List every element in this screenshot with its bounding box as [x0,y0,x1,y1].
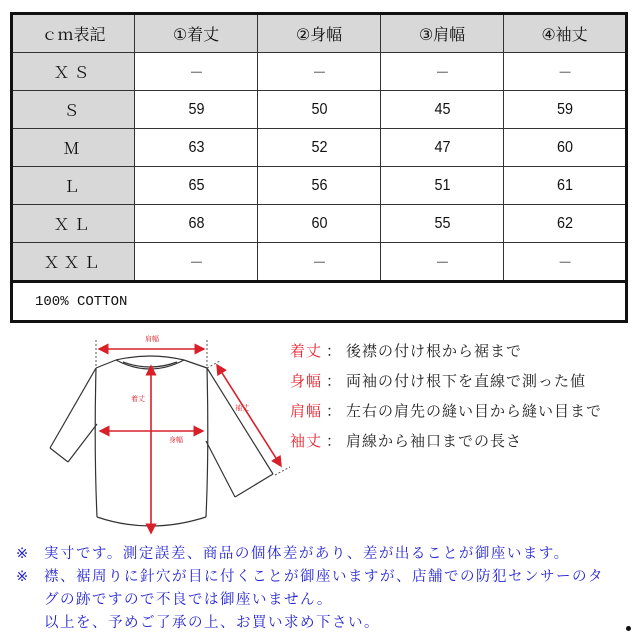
legend-term: 袖丈 [290,432,323,450]
legend-description: 左右の肩先の縫い目から縫い目まで [346,402,603,420]
diagram-label-shoulder-width: 肩幅 [145,335,159,343]
size-label: ＸＬ [12,205,135,243]
size-label: Ｍ [12,129,135,167]
note-text: 以上を、予めご了承の上、お買い求め下さい。 [44,615,380,631]
note-text: 襟、裾周りに針穴が目に付くことが御座いますが、店舗での防犯センサーのタ [44,569,604,585]
header-sleeve-length: ④袖丈 [504,14,627,53]
cell-sleeve-length: － [510,53,621,91]
cell-shoulder-width: 51 [387,167,498,205]
header-shoulder-width: ③肩幅 [381,14,504,53]
cell-sleeve-length: 59 [510,91,621,129]
legend-separator: ： [326,342,343,360]
legend-term: 肩幅 [290,402,323,420]
legend-item [290,370,602,400]
cell-length: 68 [141,205,252,243]
cell-body-width: － [264,53,375,91]
cell-shoulder-width: － [387,243,498,282]
note-line [16,611,636,634]
cell-length: 63 [141,129,252,167]
table-header-row [12,14,627,53]
material-row [12,282,627,322]
cell-body-width: － [264,243,375,282]
size-label: Ｌ [12,167,135,205]
reference-mark-icon: ※ [16,569,30,585]
shirt-outline-icon [20,330,290,540]
reference-mark-icon: ※ [16,546,30,562]
header-length: ①着丈 [135,14,258,53]
cell-sleeve-length: 61 [510,167,621,205]
cell-length: － [141,53,252,91]
cell-length: 65 [141,167,252,205]
legend-item [290,400,602,430]
legend-separator: ： [326,432,343,450]
legend-description: 両袖の付け根下を直線で測った値 [346,372,587,390]
cell-shoulder-width: 55 [387,205,498,243]
diagram-label-body-width: 身幅 [169,436,183,444]
table-row [12,243,627,282]
legend-item [290,430,602,460]
note-line [16,588,636,611]
cell-sleeve-length: 62 [510,205,621,243]
table-row [12,167,627,205]
cell-shoulder-width: － [387,53,498,91]
cell-body-width: 60 [264,205,375,243]
cell-length: － [141,243,252,282]
note-line [16,565,636,588]
table-row [12,129,627,167]
cell-length: 59 [141,91,252,129]
cell-body-width: 56 [264,167,375,205]
cell-sleeve-length: － [510,243,621,282]
table-row [12,53,627,91]
note-text: グの跡ですので不良では御座いません。 [44,592,333,608]
legend-term: 身幅 [290,372,323,390]
note-line [16,542,636,565]
cell-shoulder-width: 47 [387,129,498,167]
note-text: 実寸です。測定誤差、商品の個体差があり、差が出ることが御座います。 [44,546,570,562]
diagram-label-sleeve-length: 袖丈 [235,404,249,412]
notes-section [16,542,636,634]
legend-separator: ： [326,402,343,420]
material-text: 100% COTTON [12,282,627,322]
cell-sleeve-length: 60 [510,129,621,167]
table-row [12,91,627,129]
corner-dot [626,626,631,631]
header-unit: ｃｍ表記 [12,14,135,53]
size-label: ＸＸＬ [12,243,135,282]
measurement-legend [290,340,602,460]
size-table [10,12,628,323]
legend-description: 肩線から袖口までの長さ [346,432,523,450]
size-label: Ｓ [12,91,135,129]
cell-shoulder-width: 45 [387,91,498,129]
legend-description: 後襟の付け根から裾まで [346,342,523,360]
garment-diagram [20,330,290,540]
legend-separator: ： [326,372,343,390]
legend-term: 着丈 [290,342,323,360]
table-row [12,205,627,243]
diagram-label-length: 着丈 [131,395,145,403]
legend-item [290,340,602,370]
cell-body-width: 52 [264,129,375,167]
cell-body-width: 50 [264,91,375,129]
size-label: ＸＳ [12,53,135,91]
header-body-width: ②身幅 [258,14,381,53]
